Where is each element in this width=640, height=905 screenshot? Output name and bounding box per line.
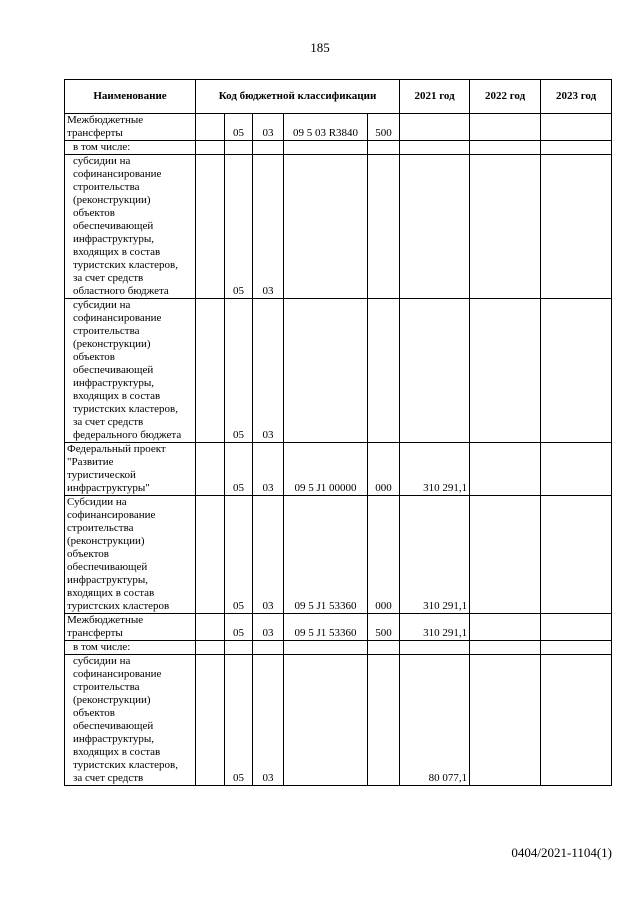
row-code-cell <box>225 141 253 155</box>
budget-table <box>64 79 612 786</box>
row-code-cell <box>284 299 368 443</box>
row-value-cell: 310 291,1 <box>400 614 470 641</box>
row-code-cell: 000 <box>368 443 400 496</box>
row-value-cell <box>541 141 612 155</box>
row-value-cell: 310 291,1 <box>400 443 470 496</box>
row-code-cell: 05 <box>225 114 253 141</box>
row-code-cell: 03 <box>253 655 284 786</box>
row-value-cell <box>470 496 541 614</box>
row-name-cell: в том числе: <box>65 641 196 655</box>
row-code-cell <box>196 496 225 614</box>
row-value-cell <box>541 655 612 786</box>
row-code-cell <box>225 641 253 655</box>
row-code-cell: 05 <box>225 496 253 614</box>
row-code-cell: 05 <box>225 155 253 299</box>
table-row <box>65 114 612 141</box>
row-code-cell <box>368 299 400 443</box>
row-name-cell: субсидии на софинансирование строительства (реконструкции) объектов обеспечивающей инфраструктуры, входящих в состав туристских кластеров, за счет средств федерального бюджета <box>65 299 196 443</box>
row-code-cell <box>196 641 225 655</box>
row-value-cell <box>541 114 612 141</box>
header-2022: 2022 год <box>470 80 541 114</box>
row-code-cell <box>196 155 225 299</box>
row-code-cell: 05 <box>225 299 253 443</box>
row-code-cell: 03 <box>253 496 284 614</box>
row-value-cell <box>470 655 541 786</box>
header-2021: 2021 год <box>400 80 470 114</box>
row-code-cell: 09 5 03 R3840 <box>284 114 368 141</box>
row-code-cell <box>368 155 400 299</box>
header-code: Код бюджетной классификации <box>196 80 400 114</box>
row-value-cell <box>541 496 612 614</box>
row-value-cell <box>541 443 612 496</box>
row-code-cell: 500 <box>368 114 400 141</box>
row-code-cell <box>196 141 225 155</box>
row-code-cell <box>368 141 400 155</box>
row-code-cell: 03 <box>253 614 284 641</box>
row-name-cell: Межбюджетные трансферты <box>65 114 196 141</box>
row-code-cell: 500 <box>368 614 400 641</box>
row-code-cell: 03 <box>253 299 284 443</box>
row-code-cell: 03 <box>253 443 284 496</box>
table-row <box>65 299 612 443</box>
row-code-cell <box>284 655 368 786</box>
row-code-cell <box>196 614 225 641</box>
row-name-cell: субсидии на софинансирование строительства (реконструкции) объектов обеспечивающей инфраструктуры, входящих в состав туристских кластеров, за счет средств областного бюджета <box>65 155 196 299</box>
row-value-cell <box>400 641 470 655</box>
row-code-cell: 03 <box>253 155 284 299</box>
row-name-cell: Межбюджетные трансферты <box>65 614 196 641</box>
row-name-cell: Федеральный проект "Развитие туристической инфраструктуры" <box>65 443 196 496</box>
row-value-cell <box>541 641 612 655</box>
row-code-cell <box>368 655 400 786</box>
page-number: 185 <box>310 40 330 55</box>
row-code-cell <box>253 141 284 155</box>
row-value-cell <box>400 299 470 443</box>
row-code-cell <box>284 141 368 155</box>
row-code-cell <box>284 641 368 655</box>
row-value-cell <box>470 114 541 141</box>
row-code-cell <box>196 114 225 141</box>
row-code-cell <box>196 443 225 496</box>
row-code-cell: 03 <box>253 114 284 141</box>
row-name-cell: в том числе: <box>65 141 196 155</box>
row-code-cell: 05 <box>225 443 253 496</box>
row-code-cell <box>253 641 284 655</box>
table-row <box>65 141 612 155</box>
table-header-row <box>65 80 612 114</box>
row-value-cell <box>470 155 541 299</box>
row-code-cell: 05 <box>225 614 253 641</box>
row-code-cell <box>284 155 368 299</box>
row-code-cell: 09 5 J1 53360 <box>284 496 368 614</box>
row-value-cell <box>400 114 470 141</box>
row-name-cell: субсидии на софинансирование строительства (реконструкции) объектов обеспечивающей инфраструктуры, входящих в состав туристских кластеров, за счет средств <box>65 655 196 786</box>
row-value-cell <box>470 299 541 443</box>
row-value-cell <box>470 641 541 655</box>
row-value-cell <box>541 155 612 299</box>
row-value-cell <box>470 443 541 496</box>
table-row <box>65 614 612 641</box>
table-row <box>65 641 612 655</box>
header-name: Наименование <box>65 80 196 114</box>
row-code-cell: 09 5 J1 53360 <box>284 614 368 641</box>
row-code-cell <box>196 655 225 786</box>
table-row <box>65 155 612 299</box>
row-code-cell: 09 5 J1 00000 <box>284 443 368 496</box>
row-code-cell <box>196 299 225 443</box>
row-code-cell: 000 <box>368 496 400 614</box>
header-2023: 2023 год <box>541 80 612 114</box>
table-row <box>65 496 612 614</box>
table-body <box>65 114 612 786</box>
row-value-cell: 310 291,1 <box>400 496 470 614</box>
row-value-cell: 80 077,1 <box>400 655 470 786</box>
row-value-cell <box>470 614 541 641</box>
document-code: 0404/2021-1104(1) <box>511 845 612 860</box>
row-value-cell <box>541 614 612 641</box>
table-row <box>65 655 612 786</box>
row-code-cell <box>368 641 400 655</box>
row-value-cell <box>400 155 470 299</box>
row-value-cell <box>470 141 541 155</box>
row-code-cell: 05 <box>225 655 253 786</box>
row-name-cell: Субсидии на софинансирование строительства (реконструкции) объектов обеспечивающей инфраструктуры, входящих в состав туристских кластеров <box>65 496 196 614</box>
table-row <box>65 443 612 496</box>
row-value-cell <box>541 299 612 443</box>
row-value-cell <box>400 141 470 155</box>
